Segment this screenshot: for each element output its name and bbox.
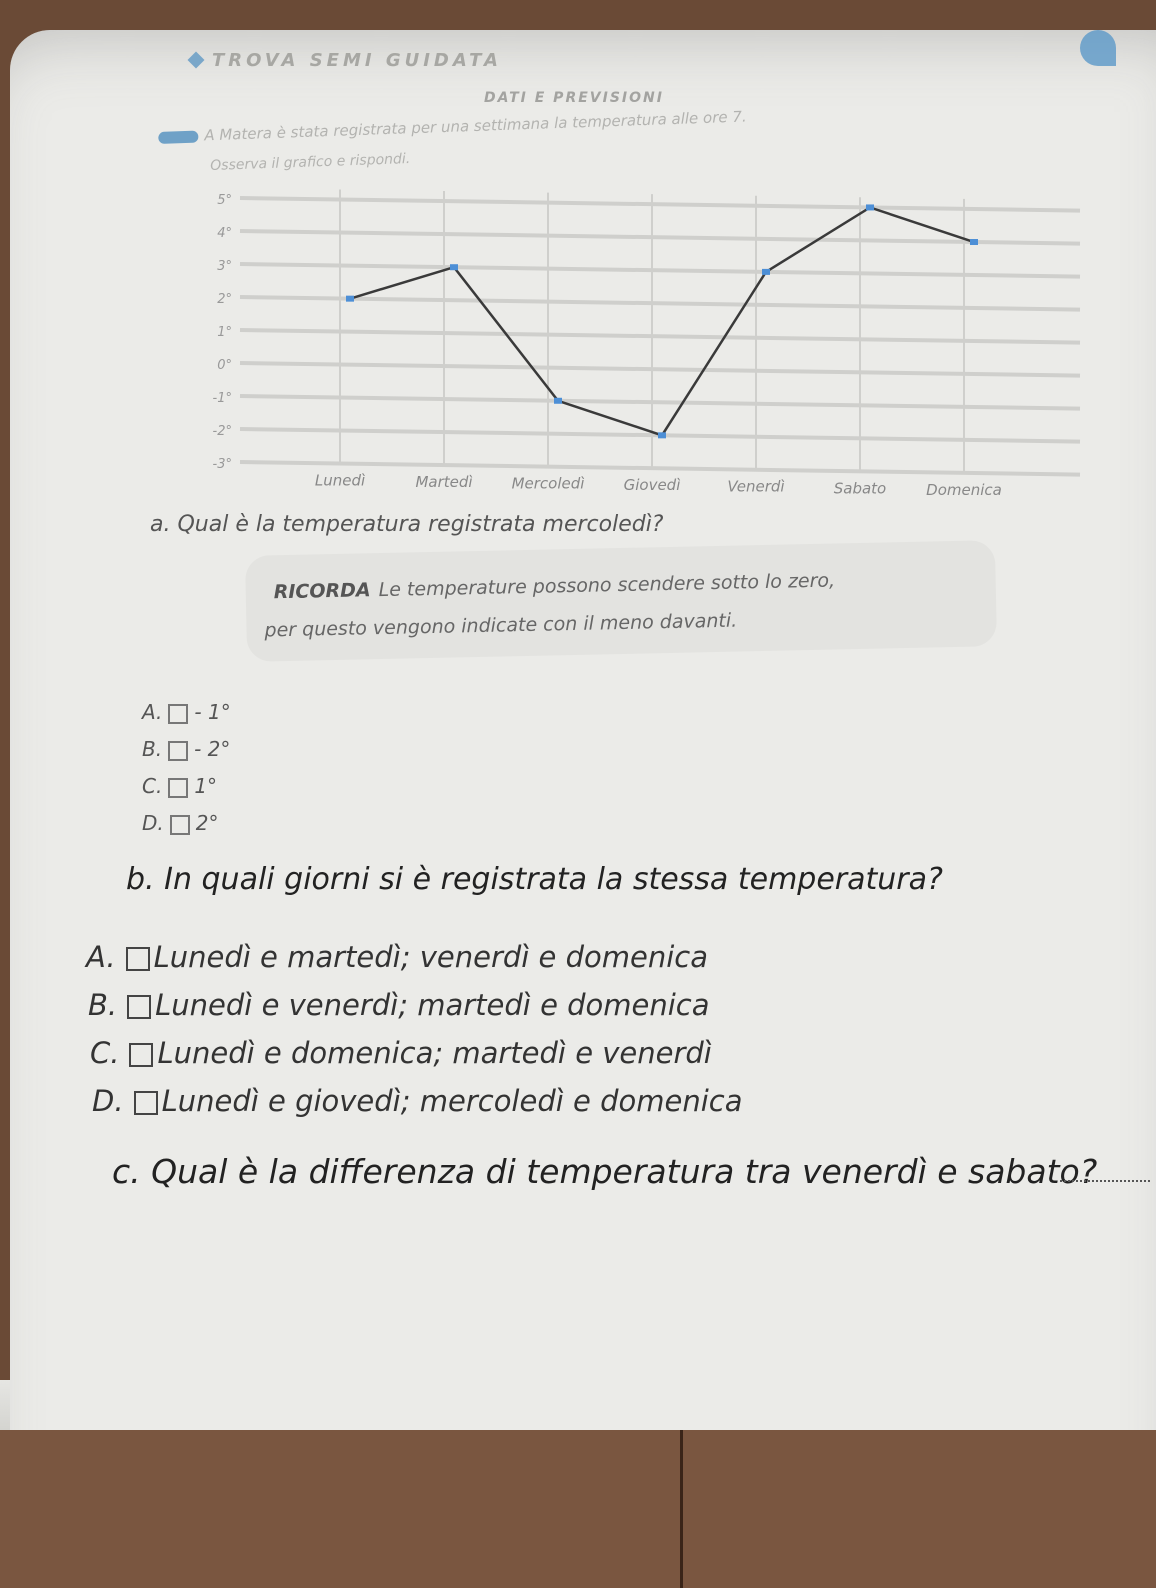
reminder-line-2: per questo vengono indicate con il meno davanti. [264, 609, 738, 642]
floor-background [0, 1420, 1156, 1588]
option-letter: A. [142, 700, 163, 724]
y-tick-label: 4° [217, 226, 232, 241]
data-point [762, 269, 770, 275]
y-tick-label: 0° [217, 358, 232, 373]
checkbox[interactable] [134, 1091, 158, 1115]
data-point [970, 239, 978, 245]
option-a-a[interactable] [142, 700, 231, 724]
data-point [658, 432, 666, 438]
option-letter: D. [92, 1084, 124, 1118]
header-title: TROVA SEMI GUIDATA [212, 50, 502, 71]
option-b-d[interactable] [92, 1084, 742, 1118]
y-tick-label: 1° [217, 325, 232, 340]
x-tick-label: Martedì [415, 473, 473, 492]
reminder-box [245, 540, 997, 662]
option-a-b[interactable] [142, 737, 230, 761]
grid-line-h [240, 198, 1080, 211]
grid-line-h [240, 264, 1080, 277]
grid-line-h [240, 297, 1080, 310]
checkbox[interactable] [170, 815, 190, 835]
option-a-c[interactable] [142, 774, 217, 798]
y-tick-label: -2° [212, 424, 232, 439]
option-text: Lunedì e giovedì; mercoledì e domenica [161, 1084, 743, 1118]
section-title: DATI E PREVISIONI [484, 90, 664, 106]
y-tick-label: -1° [212, 391, 232, 406]
grid-line-h [240, 462, 1080, 475]
checkbox[interactable] [168, 778, 188, 798]
question-b: b. In quali giorni si è registrata la stessa temperatura? [126, 862, 943, 897]
intro-line-1: A Matera è stata registrata per una settimana la temperatura alle ore 7. [203, 107, 747, 145]
option-b-a[interactable] [86, 940, 708, 974]
checkbox[interactable] [168, 741, 188, 761]
grid-line-h [240, 231, 1080, 244]
option-value: - 2° [194, 737, 231, 761]
checkbox[interactable] [168, 704, 188, 724]
y-tick-label: 5° [217, 193, 232, 208]
data-point [346, 296, 354, 302]
grid-line-h [240, 363, 1080, 376]
x-tick-label: Mercoledì [511, 474, 585, 493]
reminder-label: RICORDA [273, 579, 371, 604]
option-value: 1° [194, 774, 218, 798]
x-tick-label: Sabato [833, 479, 887, 498]
option-value: - 1° [194, 700, 231, 724]
x-tick-label: Lunedì [314, 471, 366, 490]
exercise-instruction: Osserva il grafico e rispondi. [210, 151, 411, 174]
option-letter: B. [88, 988, 118, 1022]
question-c: c. Qual è la differenza di temperatura tra venerdì e sabato? [112, 1152, 1098, 1191]
option-b-b[interactable] [88, 988, 710, 1022]
option-a-d[interactable] [142, 811, 219, 835]
option-letter: C. [90, 1036, 120, 1070]
checkbox[interactable] [129, 1043, 153, 1067]
grid-line-h [240, 330, 1080, 343]
x-tick-label: Domenica [926, 480, 1002, 499]
x-tick-label: Giovedì [623, 476, 681, 495]
x-axis-labels [315, 472, 1002, 499]
y-tick-label: 3° [217, 259, 232, 274]
option-letter: D. [142, 811, 164, 835]
checkbox[interactable] [127, 995, 151, 1019]
x-tick-label: Venerdì [727, 477, 785, 496]
chart-grid [240, 190, 1080, 475]
grid-line-h [240, 396, 1080, 409]
option-letter: A. [86, 940, 116, 974]
question-a: a. Qual è la temperatura registrata mercoledì? [150, 512, 664, 537]
y-axis-ticks [213, 193, 232, 472]
option-text: Lunedì e venerdì; martedì e domenica [155, 988, 710, 1022]
option-letter: B. [142, 737, 163, 761]
option-text: Lunedì e martedì; venerdì e domenica [153, 940, 709, 974]
floor-seam [680, 1420, 683, 1588]
answer-line[interactable] [1060, 1180, 1150, 1182]
y-tick-label: 2° [217, 292, 232, 307]
y-tick-label: -3° [212, 457, 232, 472]
reminder-text-1: Le temperature possono scendere sotto lo zero, [378, 569, 836, 602]
option-text: Lunedì e domenica; martedì e venerdì [157, 1036, 712, 1070]
temperature-chart [0, 0, 1156, 520]
data-point [554, 398, 562, 404]
data-point [866, 204, 874, 210]
reminder-line-1 [274, 570, 836, 604]
option-b-c[interactable] [90, 1036, 712, 1070]
checkbox[interactable] [126, 947, 150, 971]
option-letter: C. [142, 774, 163, 798]
data-point [450, 264, 458, 270]
option-value: 2° [195, 811, 219, 835]
